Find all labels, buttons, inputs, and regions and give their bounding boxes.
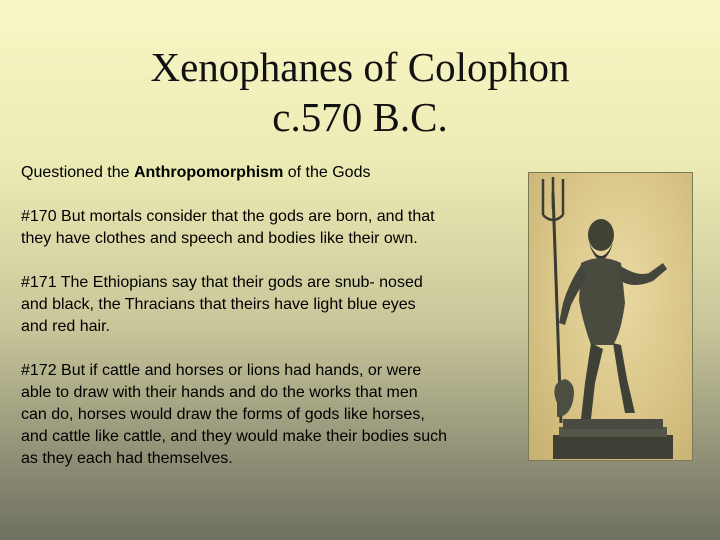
slide-body xyxy=(21,162,511,470)
fragment-line: as they each had themselves. xyxy=(21,450,233,467)
intro-bold-term: Anthropomorphism xyxy=(133,164,284,181)
fragment-line: they have clothes and speech and bodies like their own. xyxy=(21,230,418,247)
fragment-line: can do, horses would draw the forms of gods like horses, xyxy=(21,406,425,423)
intro-suffix: of the Gods xyxy=(283,164,371,181)
statue-head xyxy=(588,219,614,251)
fragment-line: and cattle like cattle, and they would make their bodies such xyxy=(21,428,448,445)
fragment-line: #170 But mortals consider that the gods are born, and that xyxy=(21,208,435,225)
poseidon-statue-photo xyxy=(528,172,693,461)
fragment-170 xyxy=(21,206,511,250)
statue-right-leg xyxy=(613,343,635,413)
slide-title xyxy=(0,42,720,142)
fragment-line: #172 But if cattle and horses or lions had hands, or were xyxy=(21,362,422,379)
fragment-line: and red hair. xyxy=(21,318,110,335)
statue-illustration xyxy=(529,173,693,461)
statue-torso xyxy=(579,258,625,345)
statue-base xyxy=(553,435,673,459)
fragment-line: #171 The Ethiopians say that their gods are snub- nosed xyxy=(21,274,423,291)
statue-left-leg xyxy=(581,343,603,419)
intro-paragraph xyxy=(21,162,511,184)
fragment-171 xyxy=(21,272,511,338)
title-line-2: c.570 B.C. xyxy=(272,94,448,140)
dolphin-shape xyxy=(554,379,574,417)
fragment-line: able to draw with their hands and do the works that men xyxy=(21,384,418,401)
intro-prefix: Questioned the xyxy=(21,164,134,181)
fragment-line: and black, the Thracians that theirs have light blue eyes xyxy=(21,296,416,313)
fragment-172 xyxy=(21,360,511,470)
title-line-1: Xenophanes of Colophon xyxy=(150,44,570,90)
